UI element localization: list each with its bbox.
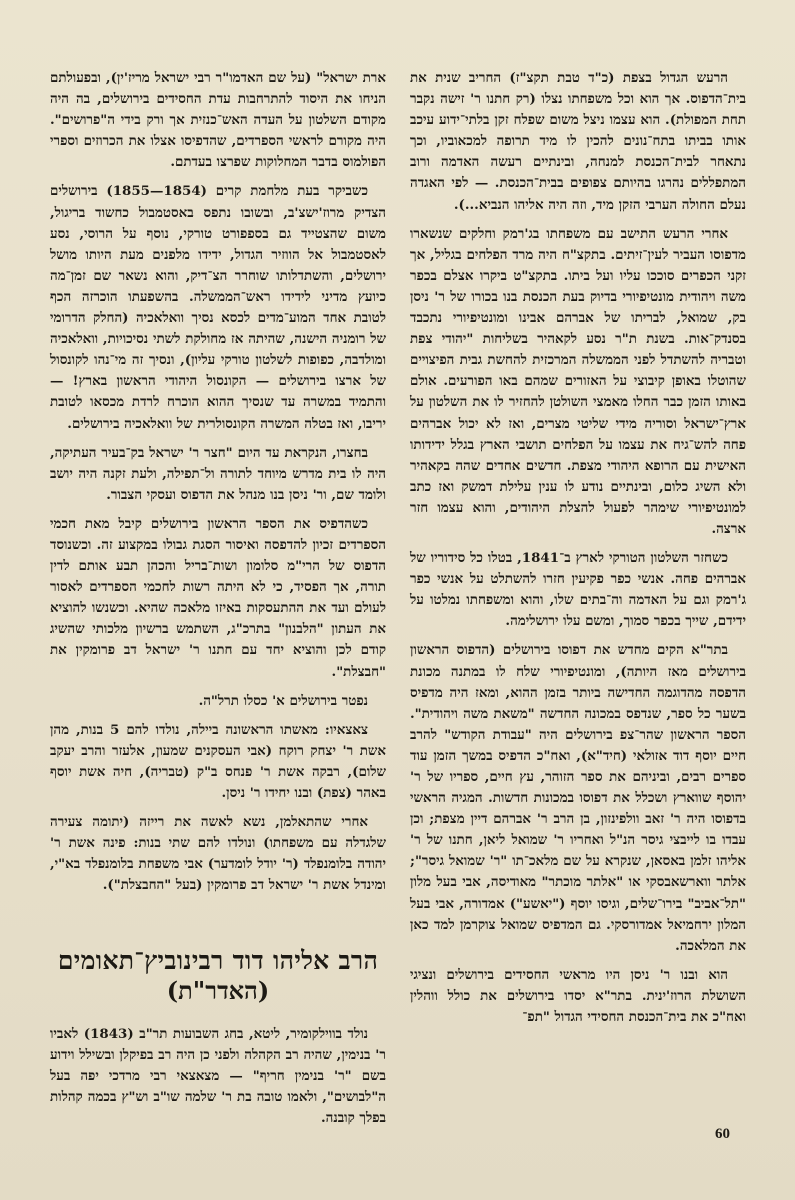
paragraph: נולד בווילקומיר, ליטא, בחג השבועות תר"ב (1843) לאביו ר' בנימין, שהיה רב הקהלה ולפני כן היה רב בפיקלן ובשילל וידוע בשם "ר' בנימין חריף" — מצאצאי רבי מרדכי יפה בעל ה"לבושים", ולאמו טובה בת ר' שלמה שו"ב וש"ץ בכמה קהלות בפלך קובנה. (50, 1026, 386, 1127)
paragraph: בתר"א הקים מחדש את דפוסו בירושלים (הדפוס הראשון בירושלים מאז היותה), ומונטיפיורי שלח לו במתנה מכונת הדפסה מהדוגמה החדישה ביותר בזמן ההוא, ומאז היה מדפיס בשער כל ספר, שנדפס במכונה החדשה "משאת משה ויהודית". הספר הראשון שהר־צפ בירושלים היה "עבודת הקודש" להרב חיים יוסף דוד אזולאי (חיד"א), ואח"כ הדפיס במשך הזמן עוד ספרים רבים, וביניהם את ספר הזוהר, עץ חיים, ספריו של ר' יהוסף שווארץ ושכלל את דפוסו במכונות חדשות. המגיה הראשי בדפוסו היה ר' זאב וולפינזון, בן הרב ר' אברהם דיין מצפת; וכן עבדו בו לייבצי גיסר הנ"ל ואחריו ר' שמואל ליאן, חתנו של ר' אליהו זלמן באסאן, שנקרא על שם מלאכ־תו "ר' שמואל גיסר"; אלתר ווארשאבסקי או "אלתר מוכתר" מאודיסה, אבי בעל מלון "תל־אביב" בירו־שלים, וגיסו יוסף ("יאשע") אמדורה, אבי בעל המלון ירחמיאל אמדורסקי. גם המדפיס שמואל צוקרמן למד כאן את המלאכה. (410, 642, 746, 954)
section-title: הרב אליהו דוד רבינוביץ־תאומים (57, 946, 379, 975)
paragraph: כשביקר בעת מלחמת קרים (1854—1855) בירושלים הצדיק מרוז'ישצ'ב, ובשובו נתפס באסטמבול כחשוד בריגול, משום שהצטייד גם בספפורט טורקי, נוסף על הרוסי, נסע לאסטמבול אל הווזיר הגדול, ידידו מלפנים מעת היותו מושל ירושלים, והשתדלותו שוחרר הצ־דיק, והוא נשאר שם זמן־מה כיועץ מדיני לידידו ראש־הממשלה. בהשפעתו הוכרזה הכף לטובת אחד המוע־מדים לכסא נסיך וואלאכיה (החלק הדרומי של רומניה הישנה, שהיתה אז מחולקת לשתי נסיכויות, וואלאכיה ומולדבה, כפופות לשלטון טורקי עליון), ונסיך זה מי־נהו לקונסול של ארצו בירושלים — הקונסול היהודי הראשון בארץ! — והתמיד במשרה עד שנסיך ההוא הוכרח לרדת מכסאו לטובת יריבו, ואז בטלה המשרה הקונסולרית של וואלאכיה בירושלים. (50, 183, 386, 432)
left-column (50, 68, 386, 904)
paragraph: ארת ישראל" (על שם האדמו"ר רבי ישראל מריז'ין), ובפעולתם הניחו את היסוד להתרחבות עדת החסידים בירושלים, בה היה מקודם השלטון על העדה האש־כנזית אך ורק בידי ה"פרושים". היה מקורם לראשי הספרדים, שהדפיסו אצלו את הכרוזים וספרי הפולמוס בדבר המחלוקות שפרצו בעדתם. (50, 70, 386, 171)
paragraph: אחרי שהתאלמן, נשא לאשה את רייזה (יתומה צעירה שלגדלה עם משפחתו) ונולדו להם שתי בנות: פינה אשת ר' יהודה בלומנפלד (ר' יודל לומדער) אבי משפחת בלומנפלד בא"י, ומינדל אשת ר' ישראל דב פרומקין (בעל "החבצלת"). (50, 814, 386, 894)
section-subtitle: (האדר"ת) (166, 976, 270, 1005)
paragraph: כשחזר השלטון הטורקי לארץ ב־1841, בטלו כל סידוריו של אברהים פחה. אנשי כפר פקיעין חזרו להשתלט על אנשי כפר ג'רמק וגם על האדמה וה־בתים שלו, והוא ומשפחתו נמלטו על ידידם, שייך בכפר סמוך, ומשם עלו ירושלימה. (410, 550, 746, 630)
paragraph: נפטר בירושלים א' כסלו תרל"ה. (198, 692, 368, 709)
paragraph: הוא ובנו ר' ניסן היו מראשי החסידים בירושלים ונציגי השושלת הרוז'ינית. בתר"א יסדו בירושלים את כולל ווהלין ואח"כ את בית־הכנסת החסידי הגדול "תפ־ (410, 966, 746, 1026)
paragraph: כשהדפיס את הספר הראשון בירושלים קיבל מאת חכמי הספרדים זכיון להדפסה ואיסור הסגת גבולו במקצוע זה. וכשנוסד הדפוס של הרי"מ סלומון ושות־בריל והכהן תבע אותם לדין תורה, אך הפסיד, כי לא היתה רשות לחכמי הספרדים לאסור לעולם ועד את ההתעסקות באיזו מלאכה שהיא. וכשנשו להוציא את העתון "הלבנון" בתרכ"ג, השתמש ברשיון מלכותי שהשיג קודם לכן והוציא יחד עם חתנו ר' ישראל דב פרומקין את "חבצלת". (50, 515, 386, 680)
section-heading (50, 946, 386, 1006)
right-column (410, 68, 746, 1036)
paragraph: צאצאיו: מאשתו הראשונה ביילה, נולדו להם 5 בנות, מהן אשת ר' יצחק רוקח (אבי העסקנים שמעון, אלעזר והרב יעקב שלום), רבקה אשת ר' פנחס ב"ק (טבריה), חיה אשת יוסף באהר (צפת) ובנו יחידו ר' ניסן. (50, 721, 386, 801)
paragraph: אחרי הרעש התישב עם משפחתו בג'רמק וחלקים שנשארו מדפוסו העביר לעין־זיתים. בתקצ"ח היה מרד הפלחים בגליל, אך זקני הכפרים סוככו עליו ועל ביתו. בתקצ"ט ביקרו אצלם בכפר משה ויהודית מונטיפיורי בדיוק בעת הכנסת בנו בכורו של ר' ניסן בק, שמואל, לבריתו של אברהם אבינו ומונטיפיורי נתכבד בסנדק־אות. בשנת ת"ר נסע לקאהיר בשליחות "יהודי צפת וטבריה להשתדל לפני הממשלה המרכזית להחשת גבית הפיצויים שהוטלו באופן קיבוצי על האזורים שמהם באו הפורעים. אולם באותו הזמן כבר החלו מאמצי השולטן להחזיר לו את השלטון על ארץ־ישראל וסוריה מידי שליטי מצרים, ואז לא יכול אברהים פחה להש־גיח את עצמו על הפלחים תושבי הארץ בגלל ידידותו האישית עם הרופא היהודי מצפת. חדשים אחדים שהה בקאהיר ולא השיג כלום, ובינתיים נודע לו ענין עלילת דמשק ואז כתב למונטיפיורי שימהר לפעול להצלת היהודים, והוא עצמו חזר ארצה. (410, 225, 746, 537)
paragraph: הרעש הגדול בצפת (כ"ד טבת תקצ"ז) החריב שנית את בית־הדפוס. אך הוא וכל משפחתו נצלו (רק חתנו ר' זישה נקבר תחת המפולת). הוא עצמו ניצל משום שפלח זקן בלתי־ידוע עיכב אותו בביתו בתח־נונים להכין לו מיד תרופה למכאוביו, וכך נתאחר לבית־הכנסת למנחה, ובינתיים רעשה האדמה ורוב המתפללים נהרגו בהיותם צפופים בבית־הכנסת. — לפי האגדה נעלם החולה הערבי הזקן מיד, וזה היה אליהו הנביא...). (410, 70, 746, 213)
section-intro (50, 1024, 386, 1129)
paragraph: בחצרו, הנקראת עד היום "חצר ר' ישראל בק־בעיר העתיקה, היה לו בית מדרש מיוחד לתורה ול־תפילה, ולעת זקנה היה יושב ולומד שם, ור' ניסן בנו מנהל את הדפוס ועסקי הצבור. (50, 444, 386, 503)
page-number: 60 (715, 1126, 730, 1142)
